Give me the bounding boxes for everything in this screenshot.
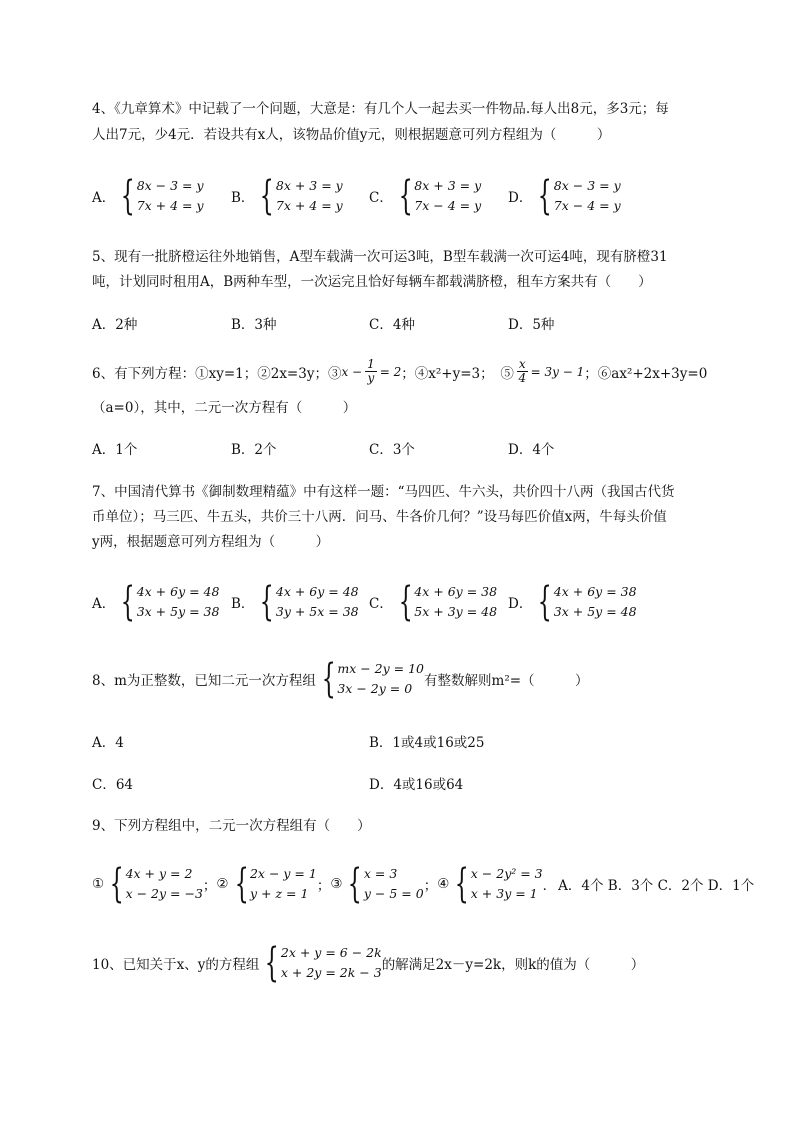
q8-option-d: D．4或16或64: [369, 777, 464, 793]
q6-part4: ；④x²+y=3； ⑤: [401, 365, 514, 382]
q7-option-d: D． { 4x + 6y = 38 3x + 5y = 48: [508, 579, 637, 625]
q10-post: 的解满足2x－y=2k，则k的值为（ ）: [381, 957, 645, 973]
q10-pre: 10、已知关于x、y的方程组: [92, 957, 260, 973]
q7-option-a: A． { 4x + 6y = 48 3x + 5y = 38: [92, 579, 220, 625]
q7-option-c-label: C．: [369, 596, 393, 612]
q7-option-b: B． { 4x + 6y = 48 3y + 5x = 38: [231, 579, 359, 625]
q5-line2: 吨，计划同时租用A，B两种车型，一次运完且恰好每辆车都载满脐橙，租车方案共有（ ）: [92, 274, 652, 290]
q4-option-d-eq2: 7x − 4 = y: [553, 198, 621, 213]
q5-option-c: C．4种: [369, 317, 415, 333]
q6-part1: 6、有下列方程：①xy=1；②2x=3y；③: [92, 365, 342, 382]
q9-item-2-eq2: y + z = 1: [249, 886, 309, 901]
q6-line1: [92, 358, 707, 385]
q10-eq1: 2x + y = 6 − 2k: [280, 945, 382, 960]
q6-fraction-2: [517, 358, 528, 385]
q9-item-3-eq1: x = 3: [363, 866, 398, 881]
q8-post: 有整数解则m²=（ ）: [424, 673, 589, 689]
q7-option-a-eq2: 3x + 5y = 38: [136, 604, 220, 619]
q9-item-1-eq1: 4x + y = 2: [125, 866, 193, 881]
q8-option-a: A．4: [92, 735, 124, 751]
q4-option-b: B． { 8x + 3 = y 7x + 4 = y: [231, 173, 343, 219]
q6-part2: x −: [341, 364, 363, 379]
q9-item-2-sep: ；: [316, 878, 331, 894]
q9-line1: 9、下列方程组中，二元一次方程组有（ ）: [92, 818, 371, 834]
q6-fraction-2-num: x: [518, 357, 526, 371]
q9-item-2-label: ②: [216, 876, 229, 892]
q7-line1: 7、中国清代算书《御制数理精蕴》中有这样一题：“马四匹、牛六头，共价四十八两（我国古代货: [92, 484, 675, 500]
q9-item-4-eq2: x + 3y = 1: [470, 886, 538, 901]
q9-item-3-sep: ；: [423, 878, 438, 894]
q7-option-c-eq1: 4x + 6y = 38: [414, 584, 498, 599]
q10-line: 10、已知关于x、y的方程组 { 2x + y = 6 − 2k x + 2y = 2k − 3 的解满足2x－y=2k，则k的值为（ ）: [92, 940, 645, 986]
q6-option-a: A．1个: [92, 442, 138, 458]
q7-line3: y两，根据题意可列方程组为（ ）: [92, 534, 330, 550]
q9-item-2-eq1: 2x − y = 1: [249, 866, 317, 881]
q6-fraction-1: [365, 358, 377, 385]
q4-option-a: A． { 8x − 3 = y 7x + 4 = y: [92, 173, 204, 219]
q7-option-b-eq2: 3y + 5x = 38: [275, 604, 359, 619]
q4-option-c-eq1: 8x + 3 = y: [414, 178, 482, 193]
q6-fraction-1-num: 1: [367, 357, 375, 371]
q10-eq2: x + 2y = 2k − 3: [280, 965, 382, 980]
q9-item-4-eq1: x − 2y² = 3: [470, 866, 543, 881]
q5-option-d: D．5种: [508, 317, 555, 333]
q9-item-3-label: ③: [330, 876, 343, 892]
q6-part5: = 3y − 1: [530, 364, 585, 379]
q4-option-b-label: B．: [231, 190, 255, 206]
q8-eq1: mx − 2y = 10: [337, 661, 425, 676]
q9-systems-row: ① { 4x + y = 2 x − 2y = −3 ； ② { 2x − y = 1 y + z = 1 ； ③ { x = 3 y − 5 = 0 ； ④ { x − 2y² = 3 x + 3y = 1 ． A．4个 B．3个 C．2个 D．1个: [92, 861, 755, 907]
q7-option-a-label: A．: [92, 596, 116, 612]
q6-part3: = 2: [379, 364, 402, 379]
q7-option-d-label: D．: [508, 596, 533, 612]
q4-option-b-eq2: 7x + 4 = y: [275, 198, 343, 213]
q9-item-1-label: ①: [92, 876, 105, 892]
q4-option-c-label: C．: [369, 190, 393, 206]
q6-fraction-2-den: 4: [518, 371, 527, 385]
q6-option-b: B．2个: [231, 442, 277, 458]
q4-option-d: D． { 8x − 3 = y 7x − 4 = y: [508, 173, 621, 219]
q5-option-a: A．2种: [92, 317, 138, 333]
q6-option-d: D．4个: [508, 442, 555, 458]
q7-line2: 币单位）；马三匹、牛五头，共价三十八两．问马、牛各价几何？”设马每匹价值x两，牛每头价值: [92, 509, 667, 525]
q5-line1: 5、现有一批脐橙运往外地销售，A型车载满一次可运3吨，B型车载满一次可运4吨，现有脐橙31: [92, 249, 668, 265]
q9-answers: A．4个 B．3个 C．2个 D．1个: [558, 878, 755, 894]
q8-line: 8、m为正整数，已知二元一次方程组 { mx − 2y = 10 3x − 2y = 0 有整数解则m²=（ ）: [92, 656, 589, 702]
q4-option-b-eq1: 8x + 3 = y: [275, 178, 343, 193]
q9-item-4-sep: ．: [542, 878, 557, 894]
q8-eq2: 3x − 2y = 0: [337, 681, 413, 696]
q4-line1: 4、《九章算术》中记载了一个问题，大意是：有几个人一起去买一件物品.每人出8元，多3元；每: [92, 101, 669, 117]
q7-option-c: C． { 4x + 6y = 38 5x + 3y = 48: [369, 579, 498, 625]
q4-option-a-eq2: 7x + 4 = y: [136, 198, 204, 213]
q7-option-d-eq2: 3x + 5y = 48: [553, 604, 637, 619]
q9-item-3-eq2: y − 5 = 0: [363, 886, 424, 901]
q6-line2: （a=0），其中，二元一次方程有（ ）: [92, 400, 357, 416]
q6-part6: ；⑥ax²+2x+3y=0: [584, 365, 708, 382]
q4-option-d-eq1: 8x − 3 = y: [553, 178, 621, 193]
q9-item-1-sep: ；: [202, 878, 217, 894]
q9-item-1-eq2: x − 2y = −3: [125, 886, 203, 901]
q4-option-c: C． { 8x + 3 = y 7x − 4 = y: [369, 173, 482, 219]
q8-pre: 8、m为正整数，已知二元一次方程组: [92, 673, 316, 689]
q7-option-d-eq1: 4x + 6y = 38: [553, 584, 637, 599]
q9-item-4-label: ④: [437, 876, 450, 892]
q4-option-c-eq2: 7x − 4 = y: [414, 198, 482, 213]
q7-option-b-eq1: 4x + 6y = 48: [275, 584, 359, 599]
q7-option-b-label: B．: [231, 596, 255, 612]
q6-fraction-1-den: y: [367, 371, 375, 385]
q8-option-b: B．1或4或16或25: [369, 735, 485, 751]
q5-option-b: B．3种: [231, 317, 277, 333]
q4-line2: 人出7元，少4元．若设共有x人，该物品价值y元，则根据题意可列方程组为（ ）: [92, 127, 611, 143]
q7-option-a-eq1: 4x + 6y = 48: [136, 584, 220, 599]
q7-option-c-eq2: 5x + 3y = 48: [414, 604, 498, 619]
q4-option-d-label: D．: [508, 190, 533, 206]
q4-option-a-eq1: 8x − 3 = y: [136, 178, 204, 193]
q8-option-c: C．64: [92, 777, 134, 793]
q4-option-a-label: A．: [92, 190, 116, 206]
q6-option-c: C．3个: [369, 442, 415, 458]
